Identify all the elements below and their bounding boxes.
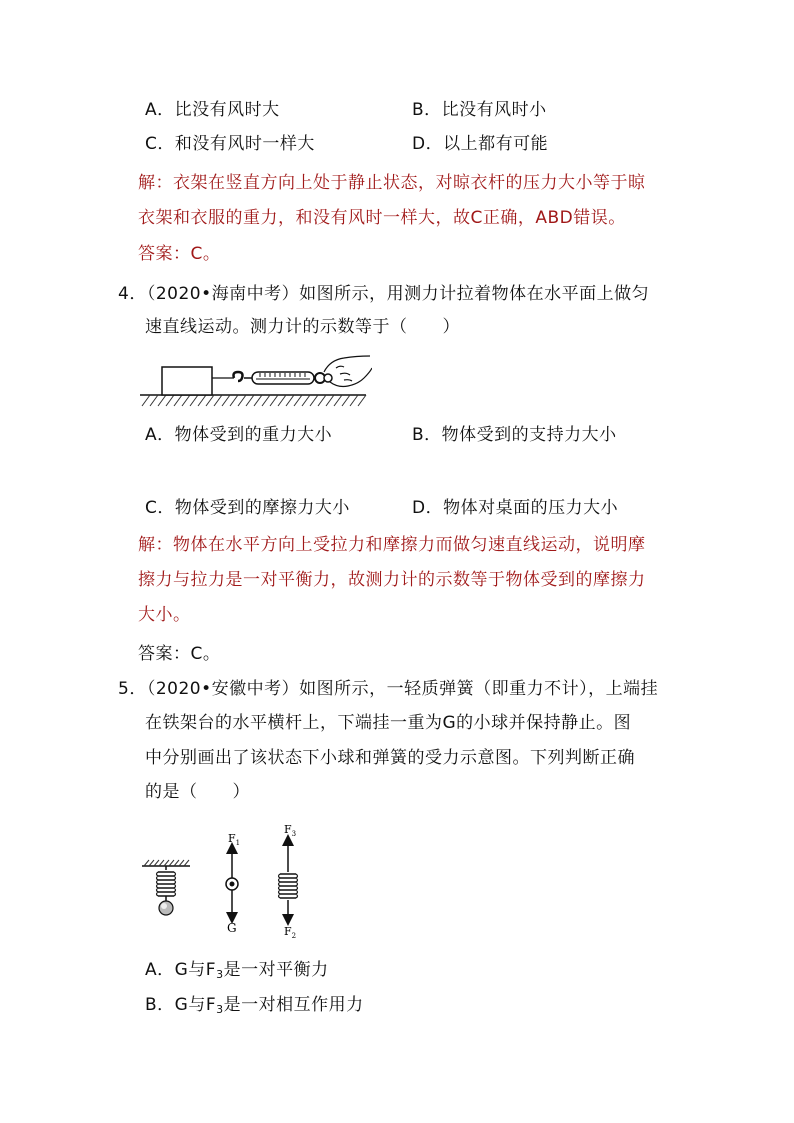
ground-hatching	[142, 395, 366, 406]
q4-option-c: C．物体受到的摩擦力大小	[145, 498, 350, 518]
label-f1: $F_1$	[228, 832, 241, 847]
q5-stem-line-2: 在铁架台的水平横杆上，下端挂一重为G的小球并保持静止。图	[145, 713, 632, 733]
block	[162, 367, 212, 395]
q3-option-c: C．和没有风时一样大	[145, 134, 315, 154]
q5-stem-line-3: 中分别画出了该状态下小球和弹簧的受力示意图。下列判断正确	[145, 748, 635, 768]
q4-figure	[140, 350, 372, 410]
q4-option-b: B．物体受到的支持力大小	[412, 425, 617, 445]
spring-scale	[244, 372, 332, 384]
label-f2: $F_2$	[284, 925, 297, 940]
q5-option-b: B．G与$F_3$是一对相互作用力	[145, 995, 364, 1016]
q3-option-a: A．比没有风时大	[145, 100, 280, 120]
q3-option-b: B．比没有风时小	[412, 100, 547, 120]
spring-force-diagram	[279, 823, 298, 940]
q4-option-d: D．物体对桌面的压力大小	[412, 498, 619, 518]
q5-figure	[138, 822, 318, 944]
iron-stand-crossbar	[142, 860, 190, 866]
q5-stem-line-4: 的是（ ）	[145, 782, 250, 802]
hand	[324, 356, 372, 387]
ball-force-diagram	[226, 832, 240, 935]
q4-explanation-line-2: 擦力与拉力是一对平衡力，故测力计的示数等于物体受到的摩擦力	[138, 570, 646, 590]
q4-stem-line-2: 速直线运动。测力计的示数等于（ ）	[145, 317, 460, 337]
q3-explanation-line-2: 衣架和衣服的重力，和没有风时一样大，故C正确，ABD错误。	[138, 208, 626, 228]
label-f3: $F_3$	[284, 823, 297, 838]
q3-explanation-line-1: 解：衣架在竖直方向上处于静止状态，对晾衣杆的压力大小等于晾	[138, 173, 646, 193]
q3-option-d: D．以上都有可能	[412, 134, 549, 154]
hook	[234, 372, 243, 381]
hanging-spring	[158, 866, 174, 902]
q5-option-a: A．G与$F_3$是一对平衡力	[145, 960, 329, 981]
q4-stem-line-1: 4．（2020•海南中考）如图所示，用测力计拉着物体在水平面上做匀	[118, 284, 650, 304]
q3-answer: 答案：C。	[138, 244, 221, 264]
label-g: G	[227, 921, 237, 935]
q4-explanation-line-3: 大小。	[138, 605, 191, 625]
q5-stem-line-1: 5．（2020•安徽中考）如图所示，一轻质弹簧（即重力不计），上端挂	[118, 679, 659, 699]
q4-answer: 答案：C。	[138, 644, 221, 664]
q4-explanation-line-1: 解：物体在水平方向上受拉力和摩擦力而做匀速直线运动，说明摩	[138, 535, 646, 555]
q4-option-a: A．物体受到的重力大小	[145, 425, 333, 445]
